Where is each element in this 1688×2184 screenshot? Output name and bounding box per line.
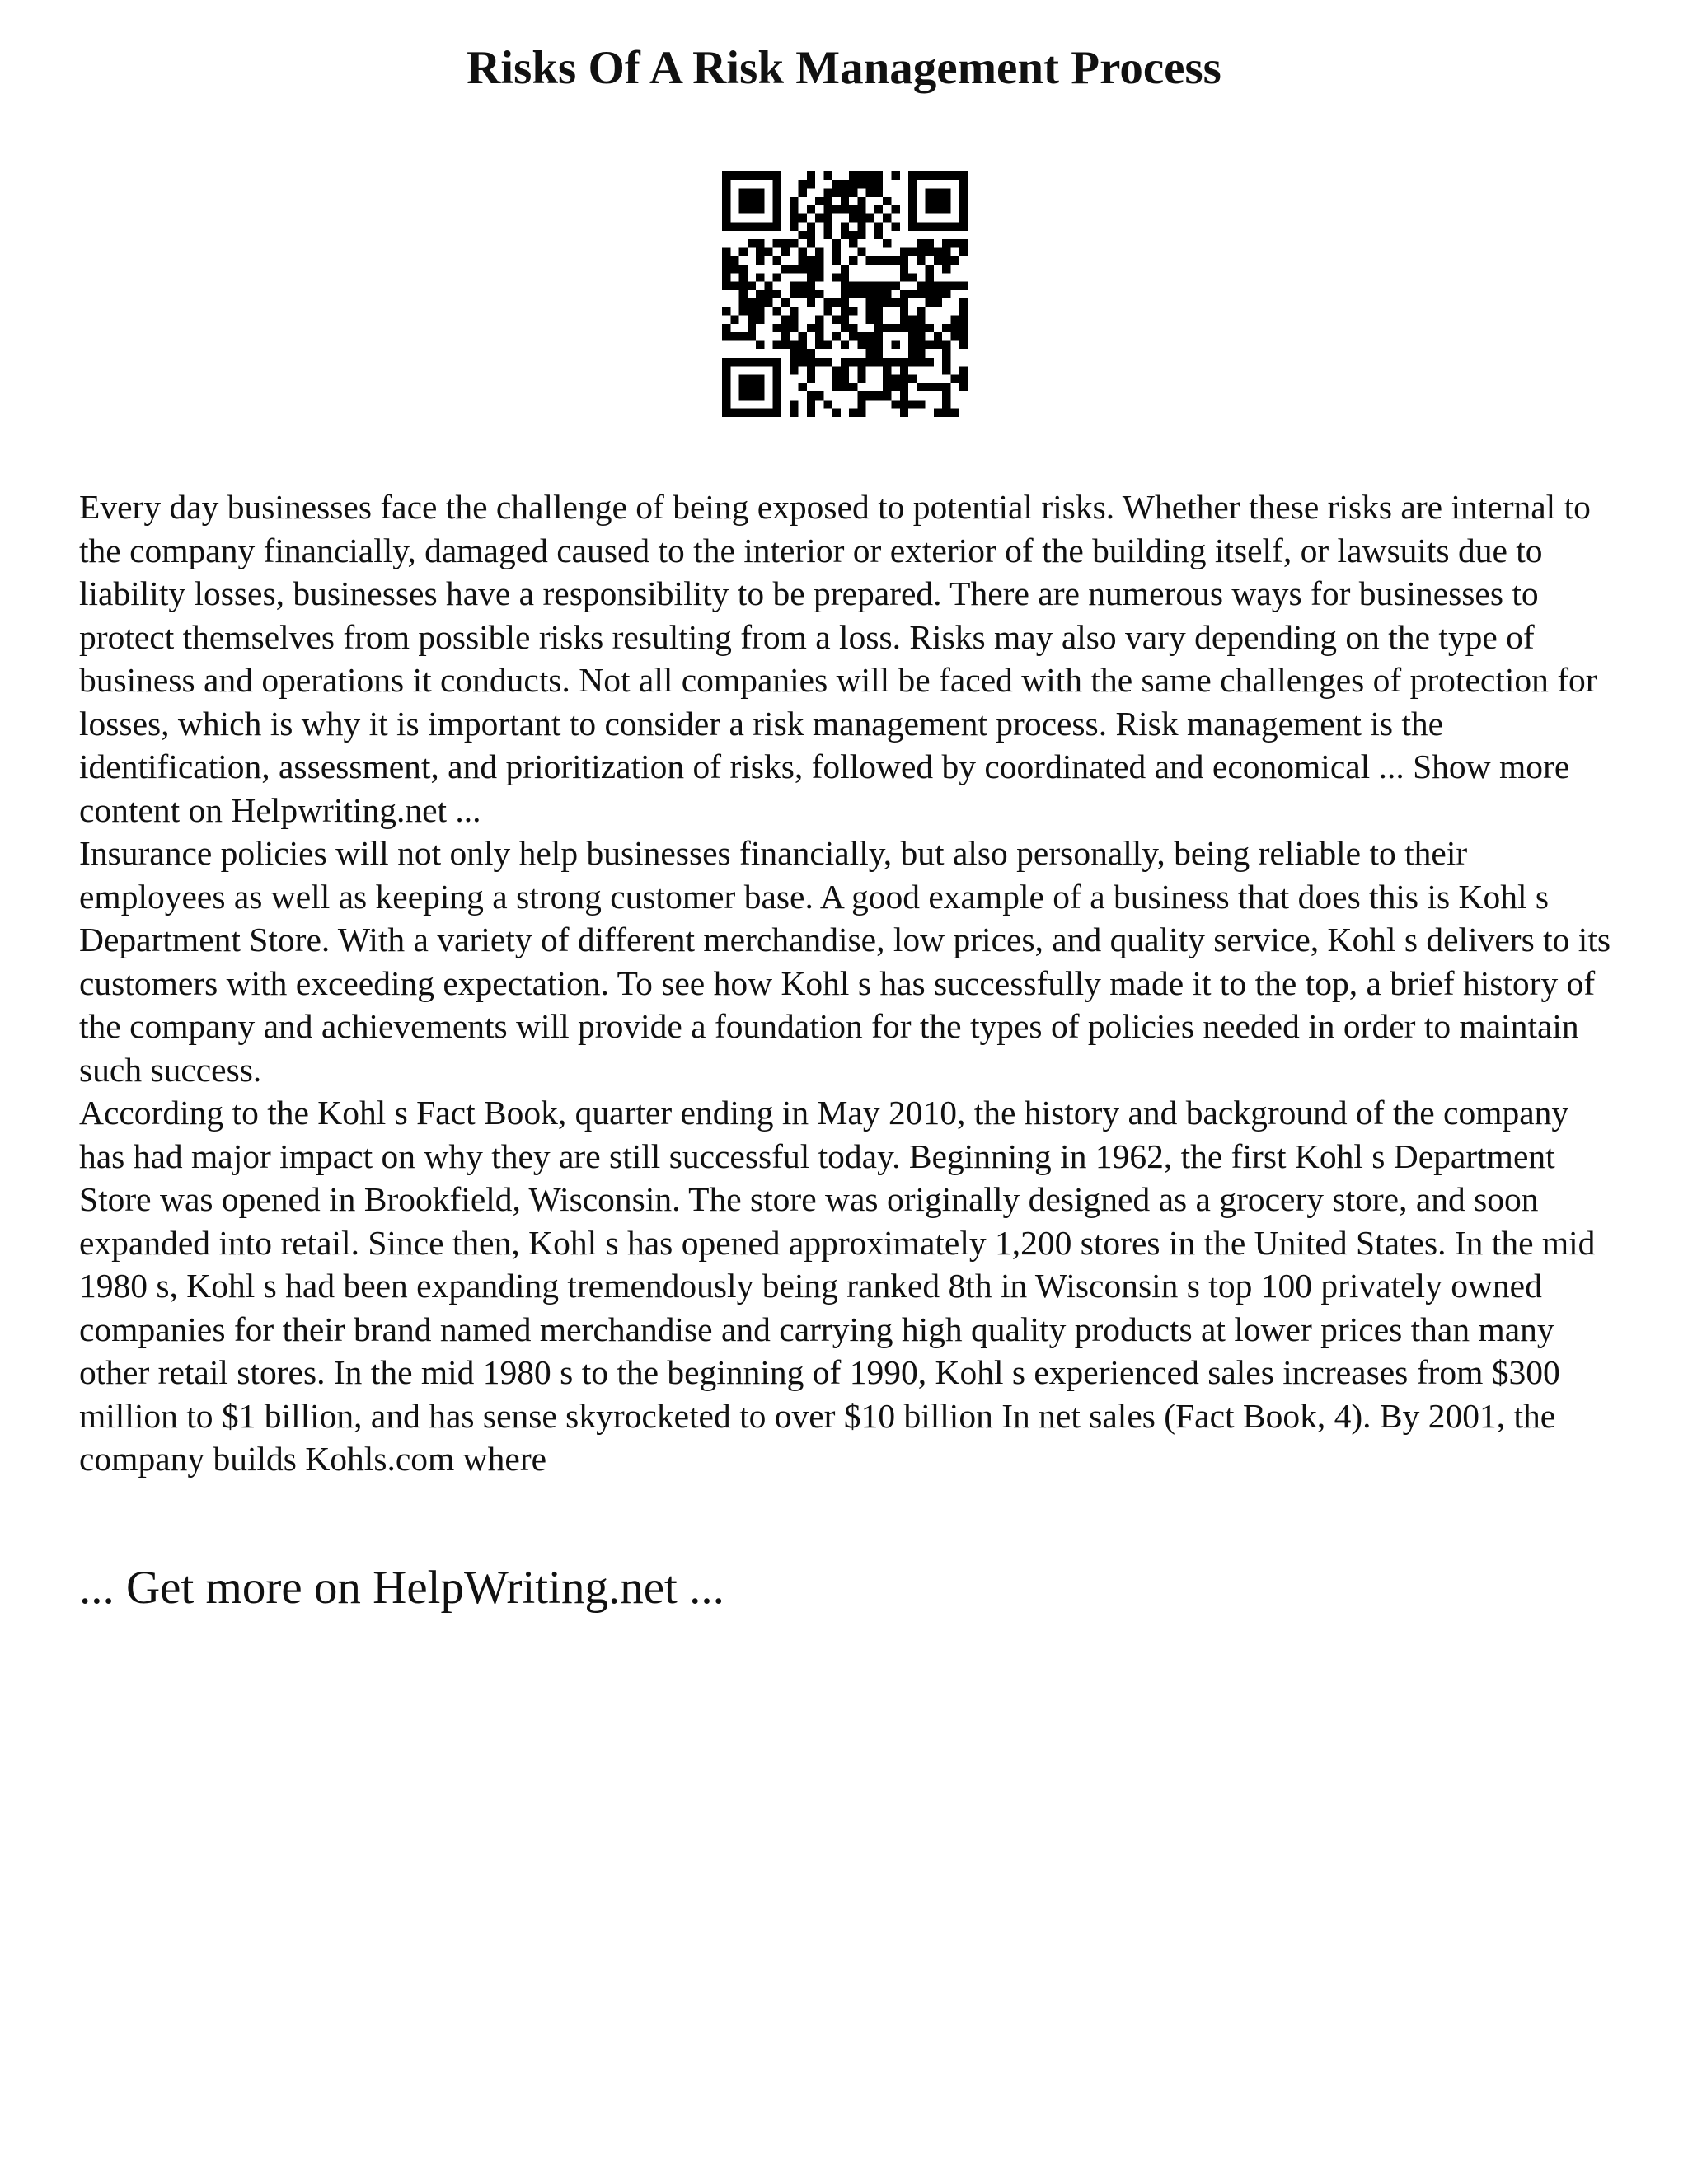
- get-more-link[interactable]: ... Get more on HelpWriting.net ...: [79, 1562, 724, 1614]
- article-body: [79, 485, 1620, 1481]
- qr-code-image: [722, 171, 968, 417]
- paragraph-3: According to the Kohl s Fact Book, quarter ending in May 2010, the history and background of the company has had major impact on why they are still successful today. Beginning in 1962, the first Kohl s Department Store was opened in Brookfield, Wisconsin. The store was originally designed as a grocery store, and soon expanded into retail. Since then, Kohl s has opened approximately 1,200 stores in the United States. In the mid 1980 s, Kohl s had been expanding tremendously being ranked 8th in Wisconsin s top 100 privately owned companies for their brand named merchandise and carrying high quality products at lower prices than many other retail stores. In the mid 1980 s to the beginning of 1990, Kohl s experienced sales increases from $300 million to $1 billion, and has sense skyrocketed to over $10 billion In net sales (Fact Book, 4). By 2001, the company builds Kohls.com where: [79, 1094, 1596, 1478]
- paragraph-1: Every day businesses face the challenge of being exposed to potential risks. Whether these risks are internal to the company financially, damaged caused to the interior or exterior of the building itself, or lawsuits due to liability losses, businesses have a responsibility to be prepared. There are numerous ways for businesses to protect themselves from possible risks resulting from a loss. Risks may also vary depending on the type of business and operations it conducts. Not all companies will be faced with the same challenges of protection for losses, which is why it is important to consider a risk management process. Risk management is the identification, assessment, and prioritization of risks, followed by coordinated and economical ... Show more content on Helpwriting.net ...: [79, 488, 1597, 829]
- page-title: Risks Of A Risk Management Process: [467, 42, 1221, 94]
- paragraph-2: Insurance policies will not only help businesses financially, but also personally, being reliable to their employees as well as keeping a strong customer base. A good example of a business that does this is Kohl s Department Store. With a variety of different merchandise, low prices, and quality service, Kohl s delivers to its customers with exceeding expectation. To see how Kohl s has successfully made it to the top, a brief history of the company and achievements will provide a foundation for the types of policies needed in order to maintain such success.: [79, 834, 1611, 1089]
